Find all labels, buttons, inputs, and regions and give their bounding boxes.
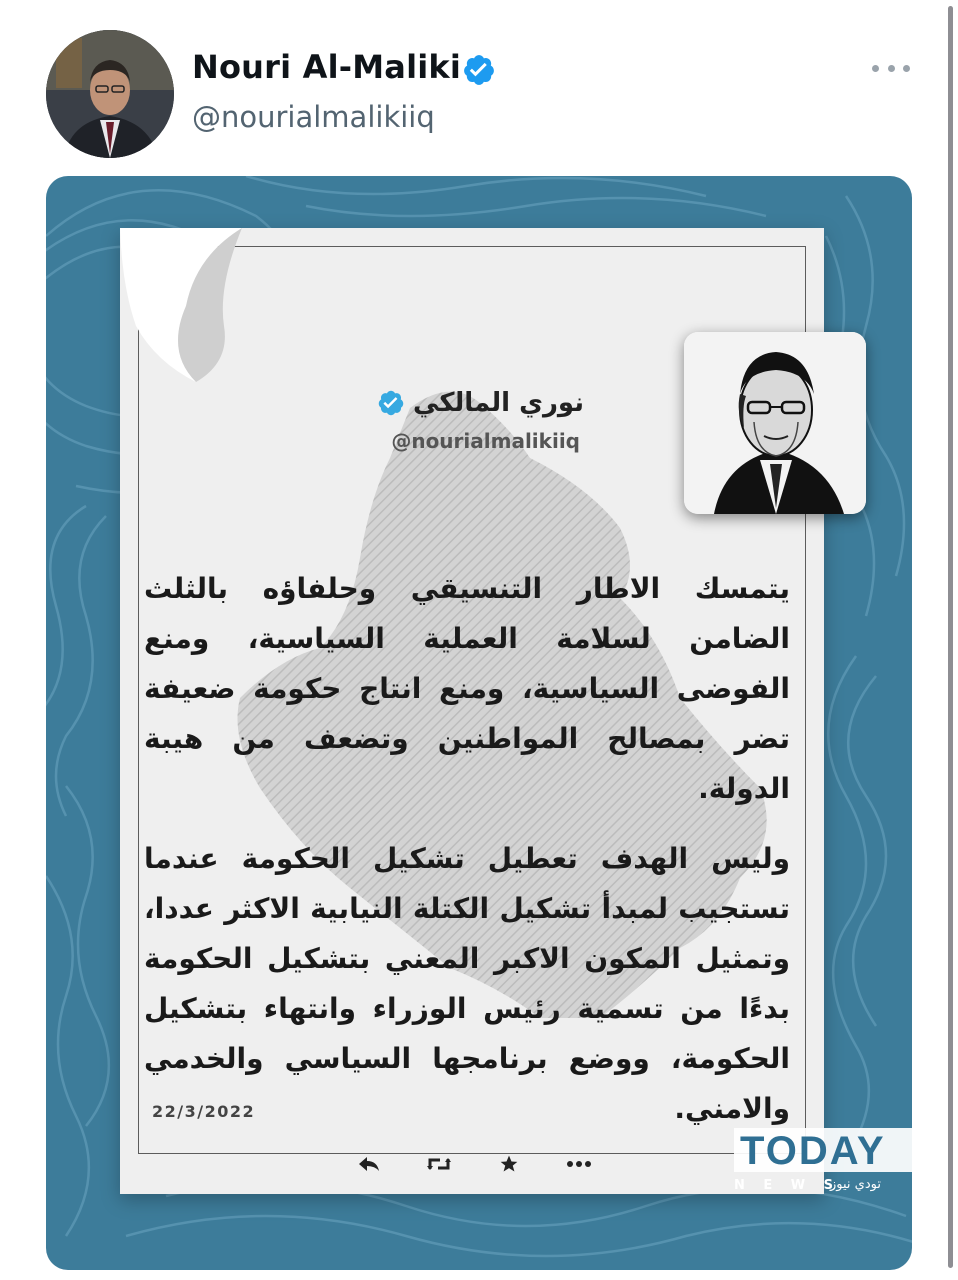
more-icon[interactable] bbox=[872, 57, 910, 79]
paragraph-1: يتمسك الاطار التنسيقي وحلفاؤه بالثلث الضامن لسلامة العملية السياسية، ومنع الفوضى السياسية، ومنع انتاج حكومة ضعيفة تضر بمصالح المواطنين وتضعف من هيبة الدولة. bbox=[144, 572, 790, 805]
watermark-brand: TODAY bbox=[740, 1129, 886, 1173]
display-name[interactable]: Nouri Al-Maliki bbox=[192, 48, 462, 86]
handle[interactable]: @nourialmalikiiq bbox=[192, 100, 435, 134]
scrollbar[interactable] bbox=[948, 0, 954, 1280]
inner-author-name-text: نوري المالكي bbox=[413, 388, 584, 418]
paragraph-2: وليس الهدف تعطيل تشكيل الحكومة عندما تستجيب لمبدأ تشكيل الكتلة النيابية الاكثر عددا، وتمثيل المكون الاكبر المعني بتشكيل الحكومة بدءًا من تسمية رئيس الوزراء وانتهاء بتشكيل الحكومة، ووضع برنامجها السياسي والخدمي والامني. bbox=[144, 842, 790, 1125]
page-curl bbox=[46, 176, 912, 1270]
quote-date: 22/3/2022 bbox=[152, 1102, 256, 1121]
scrollbar-thumb[interactable] bbox=[948, 6, 953, 1268]
verified-badge-icon bbox=[462, 53, 496, 87]
watermark-arabic: تودي نيوز bbox=[830, 1177, 881, 1192]
today-news-watermark bbox=[734, 1128, 912, 1198]
profile-avatar[interactable] bbox=[46, 30, 174, 158]
inner-author-handle: @nourialmalikiiq bbox=[391, 429, 580, 453]
watermark-news: N E W S bbox=[734, 1178, 841, 1193]
tweet-image[interactable] bbox=[46, 176, 912, 1270]
